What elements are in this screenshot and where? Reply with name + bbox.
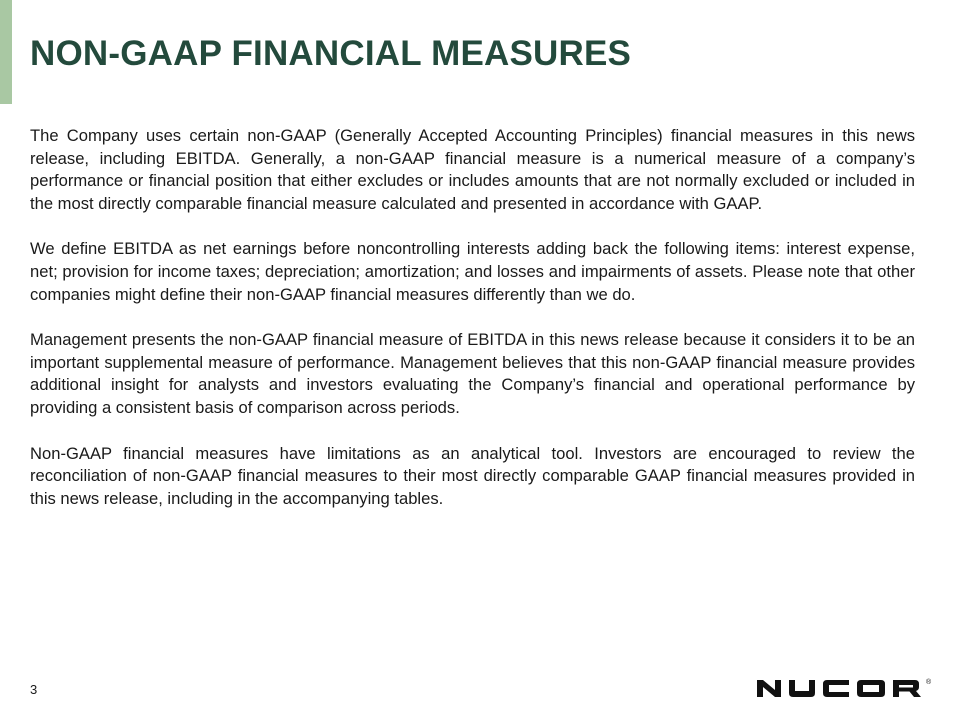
accent-bar <box>0 0 12 104</box>
paragraph-ebitda-definition: We define EBITDA as net earnings before noncontrolling interests adding back the following items: interest expense, net; provision for income taxes; depreciation; amortization; and losses and impairments of assets. Please note that other companies might define their non-GAAP financial measures differently than we do. <box>30 239 915 304</box>
nucor-logo <box>757 676 935 700</box>
page-number: 3 <box>30 682 38 697</box>
registered-mark: ® <box>926 679 932 686</box>
body-text <box>30 125 915 533</box>
paragraph-limitations: Non-GAAP financial measures have limitations as an analytical tool. Investors are encouraged to review the reconciliation of non-GAAP financial measures to their most directly comparable GAAP financial measures provided in this news release, including in the accompanying tables. <box>30 443 915 508</box>
paragraph-intro: The Company uses certain non-GAAP (Generally Accepted Accounting Principles) financial measures in this news release, including EBITDA. Generally, a non-GAAP financial measure is a numerical measure of a company’s performance or financial position that either excludes or includes amounts that are not normally excluded or included in the most directly comparable financial measure calculated and presented in accordance with GAAP. <box>30 126 915 213</box>
paragraph-management-rationale: Management presents the non-GAAP financial measure of EBITDA in this news release because it considers it to be an important supplemental measure of performance. Management believes that this non-GAAP financial measure provides additional insight for analysts and investors evaluating the Company’s financial and operational performance by providing a consistent basis of comparison across periods. <box>30 330 915 417</box>
slide-title: NON-GAAP FINANCIAL MEASURES <box>30 34 632 73</box>
